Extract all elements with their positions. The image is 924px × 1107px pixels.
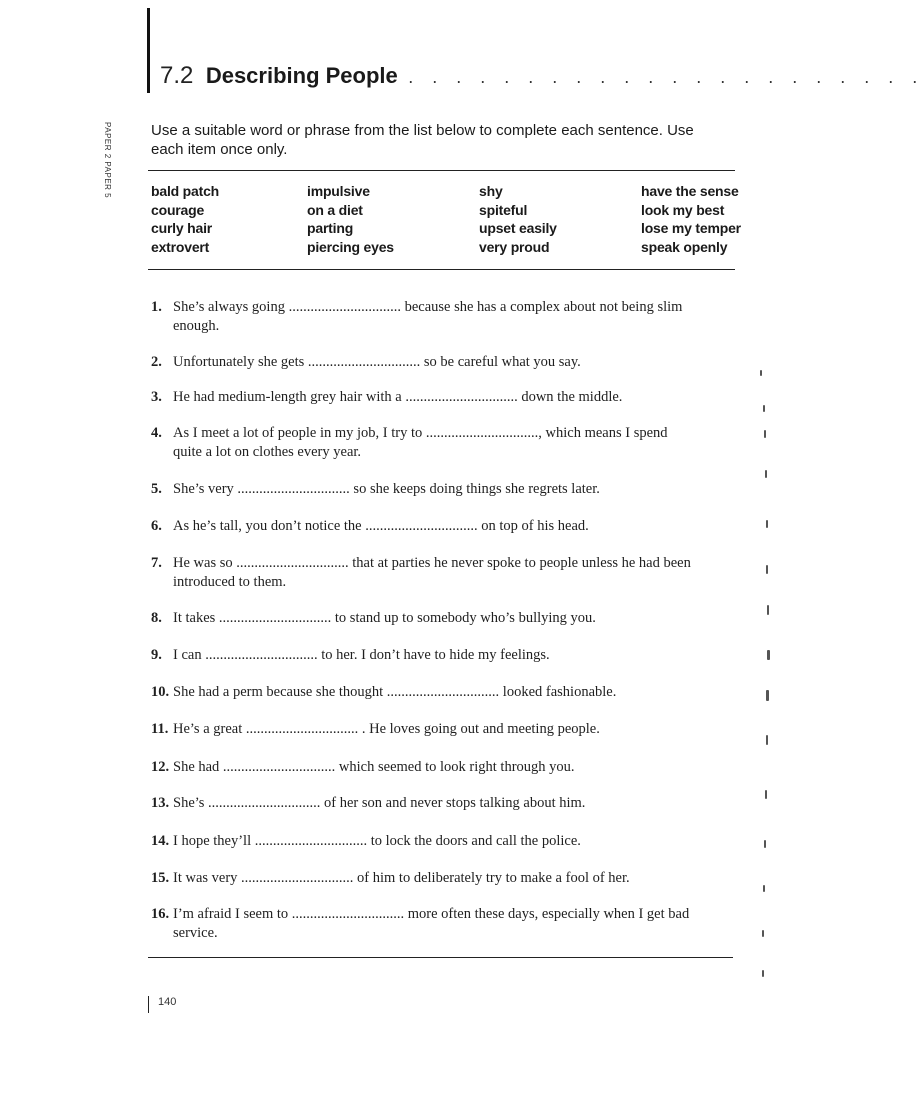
footer-rule (148, 957, 733, 958)
page-number: 140 (158, 996, 177, 1008)
question-text-continued: service. (173, 925, 218, 941)
question-text: I hope they’ll ............................... to lock the doors and call the police. (173, 833, 581, 849)
word-bank-item: courage (151, 201, 205, 218)
word-bank-item: impulsive (307, 183, 370, 199)
question-number: 13. (151, 795, 170, 811)
question-number: 7. (151, 555, 162, 571)
question-text: As he’s tall, you don’t notice the ............................... on top of his head. (173, 518, 589, 534)
word-bank-item: extrovert (151, 238, 210, 255)
word-bank-item: spiteful (479, 201, 528, 218)
question-text: She’s ............................... of her son and never stops talking about him. (173, 795, 586, 811)
question-number: 14. (151, 833, 170, 849)
question-14 (151, 832, 726, 851)
question-text: She had a perm because she thought ............................... looked fashionable. (173, 684, 617, 700)
scan-mark (766, 690, 769, 701)
question-number: 15. (151, 870, 170, 886)
question-text: It was very ............................... of him to deliberately try to make a fool of her. (173, 870, 630, 886)
section-title (160, 62, 924, 90)
word-bank-item: piercing eyes (307, 238, 394, 255)
question-text: I can ............................... to her. I don’t have to hide my feelings. (173, 647, 550, 663)
question-text: As I meet a lot of people in my job, I try to ..............................., which means I spend (173, 425, 668, 441)
word-bank-item: lose my temper (641, 220, 741, 236)
question-8 (151, 609, 726, 628)
question-number: 5. (151, 481, 162, 497)
word-bank-bottom-rule (148, 269, 735, 270)
question-text: He’s a great ............................... . He loves going out and meeting people. (173, 721, 600, 737)
scan-mark (765, 790, 767, 799)
word-bank-item: have the sense (641, 183, 739, 199)
question-10 (151, 683, 726, 702)
question-15 (151, 869, 726, 888)
word-bank-item: curly hair (151, 220, 213, 236)
question-text: Unfortunately she gets ............................... so be careful what you say. (173, 354, 581, 370)
scan-mark (762, 970, 764, 977)
word-bank-item: speak openly (641, 238, 728, 255)
scan-mark (763, 885, 765, 892)
instructions: Use a suitable word or phrase from the list below to complete each sentence. Use each item once only. (151, 122, 694, 158)
word-bank (151, 182, 741, 262)
word-bank-item: shy (479, 183, 503, 199)
section-marker-bar (147, 8, 150, 93)
question-5 (151, 480, 726, 499)
question-9 (151, 646, 726, 665)
question-number: 8. (151, 610, 162, 626)
word-bank-item: very proud (479, 238, 550, 255)
scan-mark (764, 430, 766, 438)
question-3 (151, 388, 726, 407)
question-6 (151, 517, 726, 536)
question-number: 4. (151, 425, 162, 441)
question-number: 6. (151, 518, 162, 534)
question-text: She’s always going ............................... because she has a complex about not being slim (173, 299, 683, 315)
question-text-continued: quite a lot on clothes every year. (173, 444, 362, 460)
word-bank-item: bald patch (151, 183, 220, 199)
question-text: She had ............................... which seemed to look right through you. (173, 759, 575, 775)
question-text: I’m afraid I seem to ............................... more often these days, especially when I get bad (173, 906, 690, 922)
scan-mark (766, 520, 768, 528)
word-bank-item: parting (307, 220, 354, 236)
scan-mark (763, 405, 765, 412)
scan-mark (766, 565, 768, 574)
question-16 (151, 905, 726, 943)
word-bank-item: look my best (641, 201, 725, 218)
section-name: Describing People (205, 63, 398, 88)
question-1 (151, 298, 726, 336)
question-number: 16. (151, 906, 170, 922)
word-bank-top-rule (148, 170, 735, 171)
scan-mark (765, 470, 767, 478)
scan-mark (767, 650, 770, 660)
question-text-continued: enough. (173, 318, 220, 334)
question-12 (151, 758, 726, 777)
scan-mark (760, 370, 762, 376)
question-text-continued: introduced to them. (173, 574, 287, 590)
question-text: She’s very ............................... so she keeps doing things she regrets later. (173, 481, 600, 497)
page-number-bar (148, 996, 149, 1013)
word-bank-item: upset easily (479, 220, 557, 236)
scan-mark (767, 605, 769, 615)
title-leader-dots: . . . . . . . . . . . . . . . . . . . . . . (408, 67, 924, 87)
question-number: 2. (151, 354, 162, 370)
question-4 (151, 424, 726, 462)
section-number: 7.2 (160, 62, 194, 89)
question-11 (151, 720, 726, 739)
word-bank-column-1 (151, 182, 219, 256)
question-number: 10. (151, 684, 170, 700)
word-bank-column-4 (641, 182, 741, 256)
scan-mark (766, 735, 768, 745)
word-bank-item: on a diet (307, 201, 363, 218)
question-13 (151, 794, 726, 813)
question-number: 11. (151, 721, 169, 737)
question-number: 9. (151, 647, 162, 663)
question-number: 12. (151, 759, 170, 775)
paper-label: PAPER 2 PAPER 5 (103, 122, 112, 199)
word-bank-column-3 (479, 182, 557, 256)
question-text: He was so ............................... that at parties he never spoke to people unless he had been (173, 555, 691, 571)
word-bank-column-2 (307, 182, 394, 256)
question-number: 3. (151, 389, 162, 405)
scan-mark (762, 930, 764, 937)
question-2 (151, 353, 726, 372)
question-text: It takes ............................... to stand up to somebody who’s bullying you. (173, 610, 596, 626)
question-number: 1. (151, 299, 162, 315)
question-7 (151, 554, 726, 592)
scan-mark (764, 840, 766, 848)
question-text: He had medium-length grey hair with a ............................... down the middle. (173, 389, 623, 405)
